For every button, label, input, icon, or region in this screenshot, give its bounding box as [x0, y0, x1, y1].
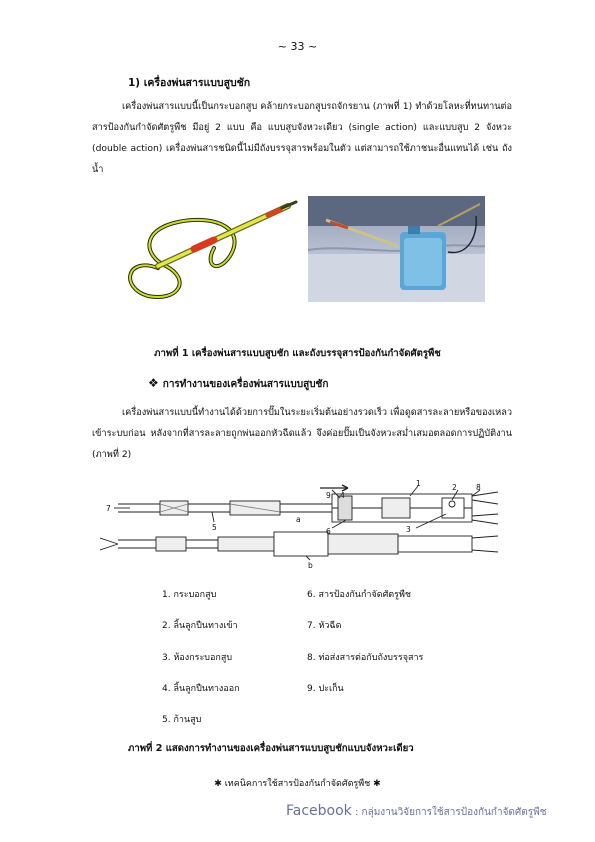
- facebook-group: กลุ่มงานวิจัยการใช้สารป้องกันกำจัดศัตรูพืช: [361, 807, 547, 818]
- sprayer-hose-illustration: [118, 196, 304, 308]
- legend-item-7: 7. หัวฉีด: [307, 621, 342, 631]
- diagram-label-8: 8: [476, 483, 481, 492]
- diagram-label-b: b: [308, 561, 313, 570]
- figure1-caption: ภาพที่ 1 เครื่องพ่นสารแบบสูบชัก และถังบรรจุสารป้องกันกำจัดศัตรูพืช: [154, 348, 441, 359]
- sprayer-container-photo: [308, 196, 485, 302]
- facebook-separator: :: [351, 807, 362, 818]
- diagram-label-3: 3: [406, 525, 411, 534]
- diagram-label-a: a: [296, 515, 301, 524]
- diagram-label-5: 5: [212, 523, 217, 532]
- paragraph-operation: เครื่องพ่นสารแบบนี้ทำงานได้ด้วยการปั๊มในระยะเริ่มต้นอย่างรวดเร็ว เพื่อดูดสารละลายหรือของเหลวเข้าระบบก่อน หลังจากที่สารละลายถูกพ่นออกหัวฉีดแล้ว จึงค่อยปั๊มเป็นจังหวะสม่ำเสมอตลอดการปฏิบัติงาน (ภาพที่ 2): [92, 407, 512, 460]
- page-number: ~ 33 ~: [277, 40, 318, 53]
- paragraph-intro: เครื่องพ่นสารแบบนี้เป็นกระบอกสูบ คล้ายกระบอกสูบรถจักรยาน (ภาพที่ 1) ทำด้วยโลหะที่ทนทานต่อสารป้องกันกำจัดศัตรูพืช มีอยู่ 2 แบบ คือ แบบสูบจังหวะเดียว (single action) และแบบสูบ 2 จังหวะ (double action) เครื่องพ่นสารชนิดนี้ไม่มีถังบรรจุสารพร้อมในตัว แต่สามารถใช้ภาชนะอื่นแทนได้ เช่น ถังน้ำ: [92, 101, 512, 175]
- facebook-label: Facebook: [286, 803, 352, 819]
- diagram-label-7: 7: [106, 504, 111, 513]
- legend-item-5: 5. ก้านสูบ: [162, 715, 202, 725]
- footer-note: ✱ เทคนิคการใช้สารป้องกันกำจัดศัตรูพืช ✱: [214, 779, 381, 789]
- legend-item-1: 1. กระบอกสูบ: [162, 590, 217, 600]
- legend-item-2: 2. ลิ้นลูกปืนทางเข้า: [162, 621, 238, 631]
- diamond-bullet-icon: ❖: [148, 376, 159, 390]
- legend-item-3: 3. ห้องกระบอกสูบ: [162, 653, 233, 663]
- diagram-label-6: 6: [326, 527, 331, 536]
- diagram-label-1: 1: [416, 479, 421, 488]
- subheading-text: การทำงานของเครื่องพ่นสารแบบสูบชัก: [162, 379, 329, 390]
- pump-diagram: [100, 474, 500, 570]
- diagram-label-4: 4: [340, 491, 345, 500]
- diagram-label-2: 2: [452, 483, 457, 492]
- legend-item-4: 4. ลิ้นลูกปืนทางออก: [162, 684, 240, 694]
- legend-item-6: 6. สารป้องกันกำจัดศัตรูพืช: [307, 590, 411, 600]
- legend-item-9: 9. ปะเก็น: [307, 684, 344, 694]
- diagram-label-9: 9: [326, 491, 331, 500]
- figure2-caption: ภาพที่ 2 แสดงการทำงานของเครื่องพ่นสารแบบสูบชักแบบจังหวะเดียว: [128, 743, 414, 754]
- legend-item-8: 8. ท่อส่งสารต่อกับถังบรรจุสาร: [307, 653, 424, 663]
- facebook-credit: [286, 803, 547, 820]
- section-heading: 1) เครื่องพ่นสารแบบสูบชัก: [128, 77, 251, 89]
- subheading-how-it-works: [148, 376, 328, 392]
